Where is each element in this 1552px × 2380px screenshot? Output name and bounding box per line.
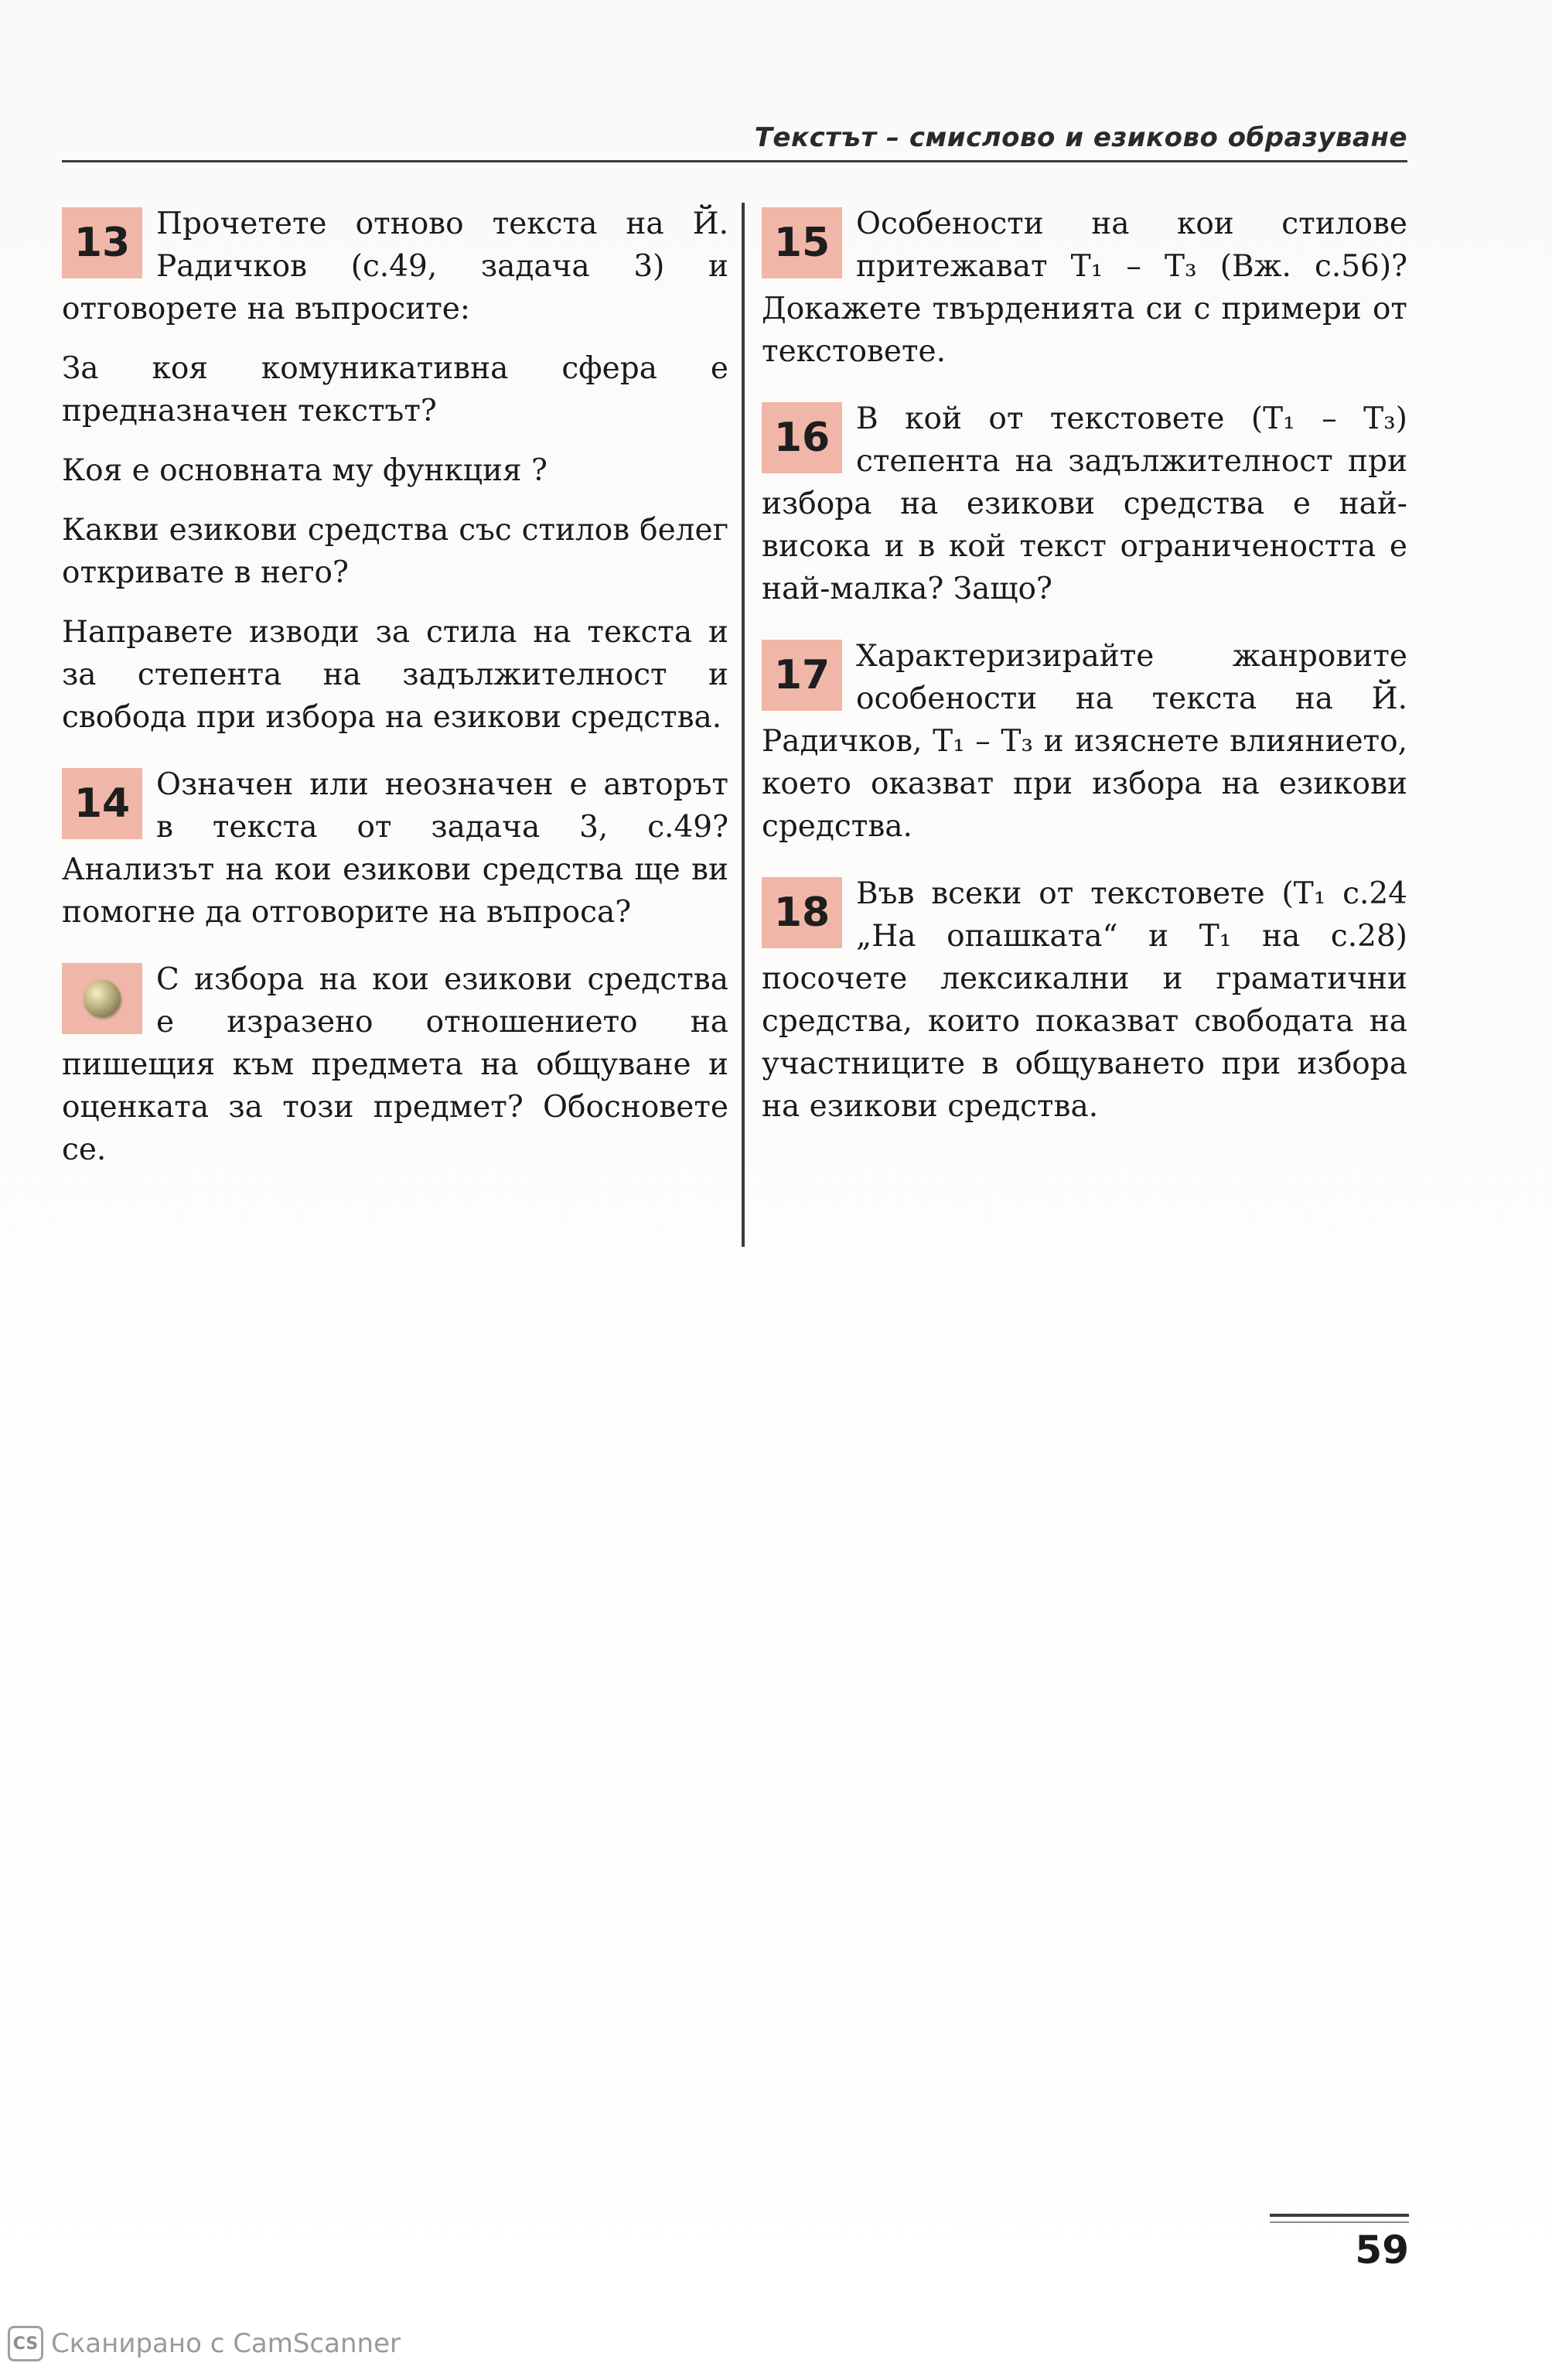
task-16-text: В кой от текстовете (Т₁ – Т₃) степента на задължителност при избора на езикови средства е най-висока и в кой текст ограничеността е най-малка? Защо? — [762, 401, 1407, 606]
footer-rule-thin — [1270, 2221, 1409, 2223]
task-14-text: Означен или неозначен е авторът в текста от задача 3, с.49? Анализът на кои езикови средства ще ви помогне да отговорите на въпроса? — [62, 767, 728, 930]
task-number-badge: 16 — [762, 402, 842, 473]
task-13-question-4: Направете изводи за стила на текста и за степента на задължителност и свобода при избора на езикови средства. — [62, 615, 728, 735]
task-18 — [762, 872, 1407, 1128]
task-13-question-2: Коя е основната му функция ? — [62, 453, 547, 488]
column-divider — [742, 203, 745, 1247]
task-18-text: Във всеки от текстовете (Т₁ с.24 „На опашката“ и Т₁ на с.28) посочете лексикални и граматични средства, които показват свободата на участниците в общуването при избора на езикови средства. — [762, 876, 1407, 1124]
footer-rule — [1270, 2214, 1409, 2217]
task-13-question-3: Какви езикови средства със стилов белег откривате в него? — [62, 513, 728, 590]
bonus-task-badge — [62, 963, 142, 1034]
ball-icon — [84, 980, 121, 1017]
header-rule — [62, 160, 1407, 162]
task-extra-text: С избора на кои езикови средства е изразено отношението на пишещия към предмета на общуване и оценката за този предмет? Обосновете се. — [62, 962, 728, 1167]
task-14 — [62, 763, 728, 934]
watermark-text: Сканирано с CamScanner — [51, 2328, 401, 2359]
task-extra — [62, 958, 728, 1171]
page-number: 59 — [1355, 2228, 1409, 2272]
task-16 — [762, 398, 1407, 610]
task-number-badge: 15 — [762, 207, 842, 278]
task-number-badge: 17 — [762, 640, 842, 711]
scanner-watermark — [8, 2320, 401, 2367]
page-header — [62, 116, 1407, 162]
task-17-text: Характеризирайте жанровите особености на текста на Й. Радичков, Т₁ – Т₃ и изяснете влиянието, което оказват при избора на езикови средства. — [762, 639, 1407, 844]
task-17 — [762, 635, 1407, 848]
task-13-intro: Прочетете отново текста на Й. Радичков (с.49, задача 3) и отговорете на въпросите: — [62, 207, 728, 326]
running-header-title: Текстът – смислово и езиково образуване — [754, 122, 1407, 153]
task-13 — [62, 203, 728, 739]
task-number-badge: 13 — [62, 207, 142, 278]
right-column — [762, 203, 1407, 1152]
task-number-badge: 18 — [762, 877, 842, 948]
task-13-question-1: За коя комуникативна сфера е предназначен текстът? — [62, 351, 728, 429]
task-15-text: Особености на кои стилове притежават Т₁ – Т₃ (Вж. с.56)? Докажете твърденията си с примери от текстовете. — [762, 207, 1407, 369]
task-15 — [762, 203, 1407, 373]
camscanner-logo-icon: CS — [8, 2326, 43, 2361]
left-column — [62, 203, 728, 1196]
task-number-badge: 14 — [62, 768, 142, 839]
